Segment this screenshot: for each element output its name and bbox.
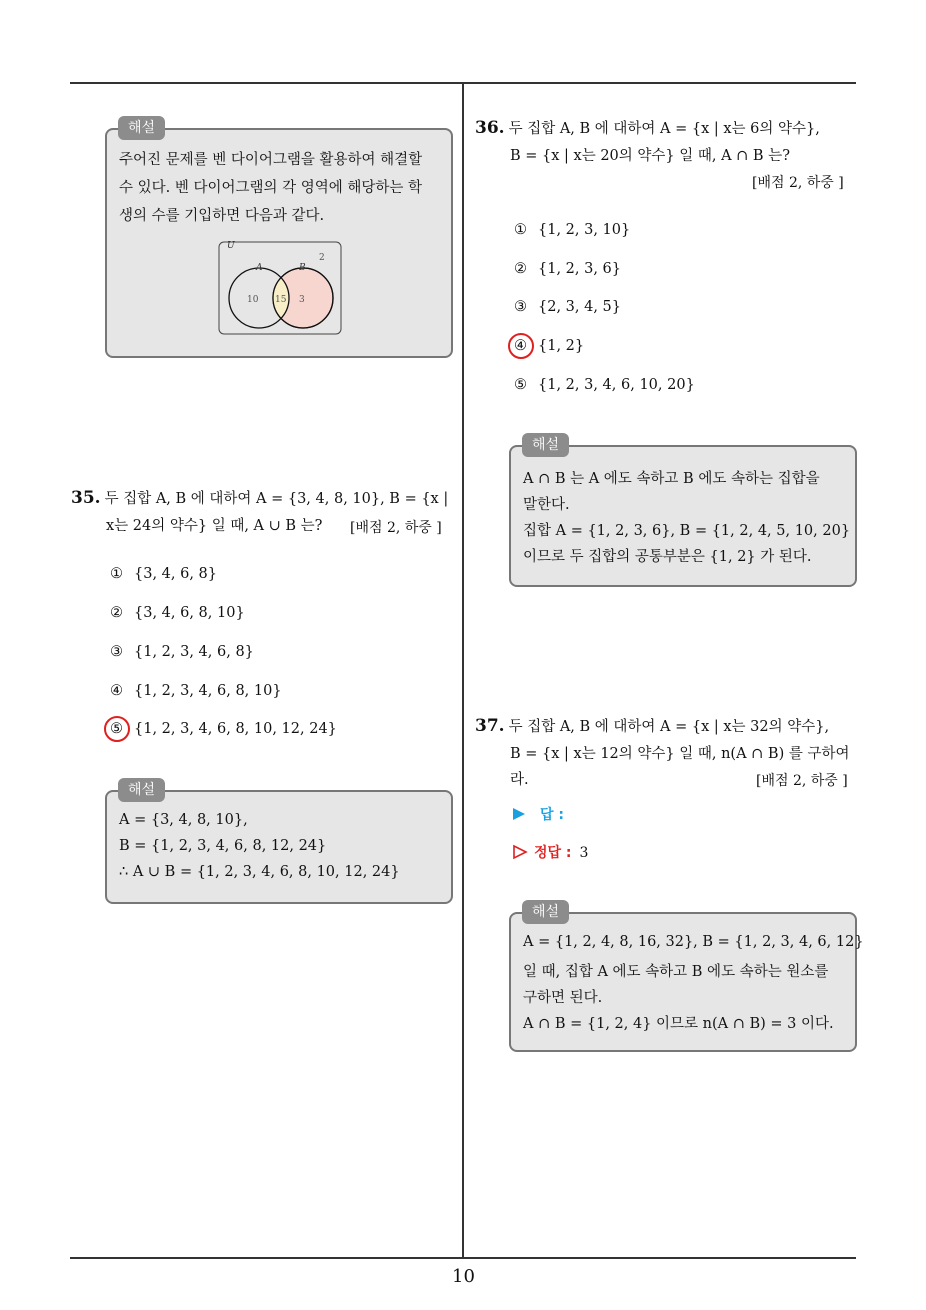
choice-1[interactable]: ① {1, 2, 3, 10} bbox=[514, 222, 631, 238]
question-36-meta: [배점 2, 하중 ] bbox=[752, 175, 844, 191]
solution-line: 말한다. bbox=[523, 497, 570, 513]
solution-line: A ∩ B 는 A 에도 속하고 B 에도 속하는 집합을 bbox=[523, 471, 820, 487]
solution-tag: 해설 bbox=[118, 778, 165, 802]
solution-box-venn bbox=[105, 128, 453, 358]
solution-line: 집합 A = {1, 2, 3, 6}, B = {1, 2, 4, 5, 10, 20} bbox=[523, 523, 851, 539]
answer-circle-mark bbox=[508, 333, 534, 359]
solution-line: B = {1, 2, 3, 4, 6, 8, 12, 24} bbox=[119, 838, 327, 854]
choice-3[interactable]: ③ {2, 3, 4, 5} bbox=[514, 299, 622, 315]
solution-line: 구하면 된다. bbox=[523, 990, 603, 1006]
question-36-line1 bbox=[475, 114, 820, 143]
choice-2[interactable]: ② {3, 4, 6, 8, 10} bbox=[110, 605, 245, 621]
choice-2[interactable]: ② {1, 2, 3, 6} bbox=[514, 261, 622, 277]
question-number: 36. bbox=[475, 118, 505, 138]
answer-input-row[interactable] bbox=[512, 804, 564, 824]
correct-answer-row bbox=[512, 842, 588, 862]
choice-4[interactable]: ④ {1, 2} bbox=[514, 338, 585, 354]
solution-box-35 bbox=[105, 790, 453, 904]
outside-count: 2 bbox=[319, 253, 325, 263]
only-a-count: 10 bbox=[247, 295, 259, 305]
choice-1[interactable]: ① {3, 4, 6, 8} bbox=[110, 566, 218, 582]
question-35-meta: [배점 2, 하중 ] bbox=[350, 520, 442, 536]
column-divider bbox=[462, 82, 464, 1258]
choice-3[interactable]: ③ {1, 2, 3, 4, 6, 8} bbox=[110, 644, 254, 660]
question-text: 두 집합 A, B 에 대하여 A = {3, 4, 8, 10}, B = {x | bbox=[104, 491, 449, 507]
question-37-meta: [배점 2, 하중 ] bbox=[756, 773, 848, 789]
solution-line: 이므로 두 집합의 공통부분은 {1, 2} 가 된다. bbox=[523, 549, 812, 565]
solution-line: 일 때, 집합 A 에도 속하고 B 에도 속하는 원소를 bbox=[523, 964, 829, 980]
venn-diagram bbox=[217, 238, 345, 338]
choice-5[interactable]: ⑤ {1, 2, 3, 4, 6, 8, 10, 12, 24} bbox=[110, 721, 337, 737]
solution-line: 주어진 문제를 벤 다이어그램을 활용하여 해결할 bbox=[119, 152, 423, 168]
question-36-line2: B = {x | x는 20의 약수} 일 때, A ∩ B 는? bbox=[510, 148, 790, 164]
solution-line: 생의 수를 기입하면 다음과 같다. bbox=[119, 208, 325, 224]
solution-tag: 해설 bbox=[118, 116, 165, 140]
question-number: 37. bbox=[475, 716, 505, 736]
universe-label: U bbox=[227, 241, 235, 251]
question-number: 35. bbox=[71, 488, 101, 508]
solution-line: ∴ A ∪ B = {1, 2, 3, 4, 6, 8, 10, 12, 24} bbox=[119, 864, 400, 880]
solution-line: 수 있다. 벤 다이어그램의 각 영역에 해당하는 학 bbox=[119, 180, 423, 196]
solution-tag: 해설 bbox=[522, 433, 569, 457]
answer-circle-mark bbox=[104, 716, 130, 742]
solution-box-37 bbox=[509, 912, 864, 1052]
solution-tag: 해설 bbox=[522, 900, 569, 924]
choice-4[interactable]: ④ {1, 2, 3, 4, 6, 8, 10} bbox=[110, 683, 282, 699]
question-37-line1 bbox=[475, 712, 829, 741]
solution-line: A = {3, 4, 8, 10}, bbox=[119, 812, 248, 828]
answer-label: 답 : bbox=[540, 807, 564, 823]
question-35-line1 bbox=[71, 484, 448, 513]
question-37-line2: B = {x | x는 12의 약수} 일 때, n(A ∩ B) 를 구하여 bbox=[510, 746, 850, 762]
question-text: 두 집합 A, B 에 대하여 A = {x | x는 32의 약수}, bbox=[508, 719, 830, 735]
filled-triangle-icon bbox=[512, 807, 526, 821]
set-a-label: A bbox=[256, 263, 263, 273]
choice-5[interactable]: ⑤ {1, 2, 3, 4, 6, 10, 20} bbox=[514, 377, 695, 393]
page-number: 10 bbox=[452, 1266, 475, 1287]
question-37-line3: 라. bbox=[510, 772, 529, 788]
both-count: 15 bbox=[275, 295, 287, 305]
question-35-line2: x는 24의 약수} 일 때, A ∪ B 는? bbox=[106, 518, 323, 534]
solution-box-36 bbox=[509, 445, 857, 587]
set-b-label: B bbox=[299, 263, 306, 273]
bottom-rule bbox=[70, 1257, 856, 1259]
correct-label: 정답 : bbox=[534, 845, 572, 861]
outline-triangle-icon bbox=[512, 844, 528, 860]
solution-line: A ∩ B = {1, 2, 4} 이므로 n(A ∩ B) = 3 이다. bbox=[523, 1016, 834, 1032]
correct-value: 3 bbox=[579, 845, 589, 861]
solution-line: A = {1, 2, 4, 8, 16, 32}, B = {1, 2, 3, 4, 6, 12} bbox=[523, 934, 864, 950]
question-text: 두 집합 A, B 에 대하여 A = {x | x는 6의 약수}, bbox=[508, 121, 820, 137]
only-b-count: 3 bbox=[299, 295, 305, 305]
